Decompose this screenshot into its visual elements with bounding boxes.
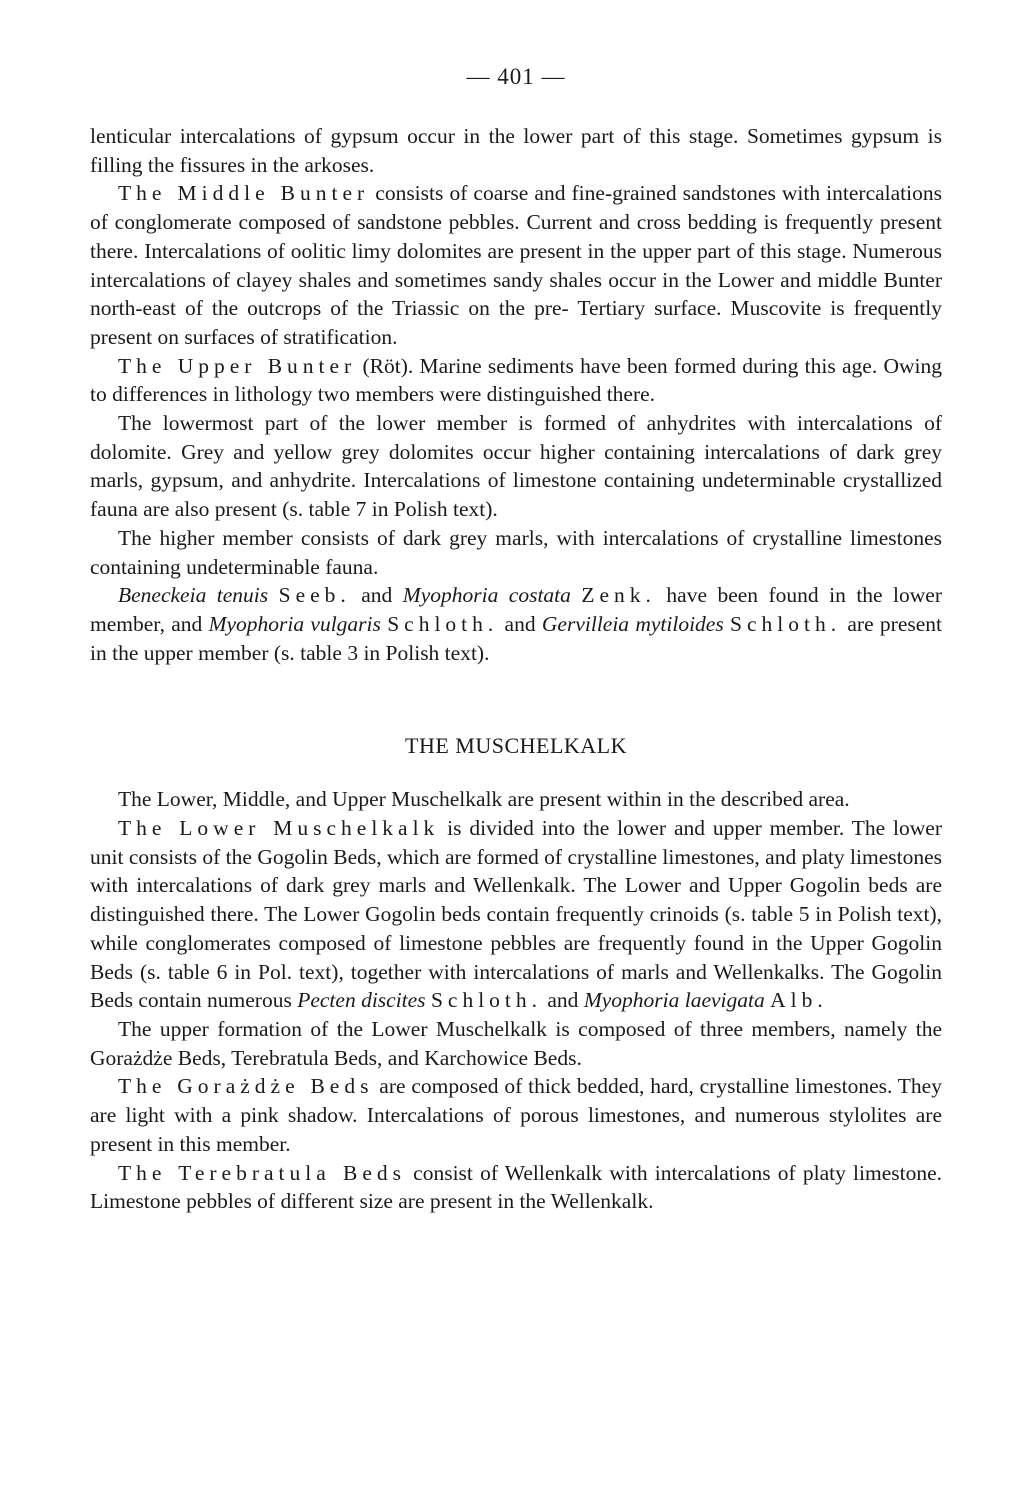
paragraph-terebratula (90, 1159, 942, 1216)
lower-muschelkalk-text: is divided into the lower and upper member. The lower unit consists of the Gogolin Beds, which are formed of crystalline limestones, and platy limestones with intercalations of dark grey marls and Wellenkalk. The Lower and Upper Gogolin beds are distinguished there. The Lower Gogolin beds contain frequently crinoids (s. table 5 in Polish text), while conglomerates composed of limestone pebbles are frequently found in the Upper Gogolin Beds (s. table 6 in Pol. text), together with intercalations of marls and Wellenkalks. The Gogolin Beds contain numerous (90, 816, 942, 1013)
paragraph-lower-member: The lowermost part of the lower member is formed of anhydrites with intercalations of dolomite. Grey and yellow grey dolomites occur higher containing intercalations of dark grey marls, gypsum, and anhydrite. Intercalations of limestone containing undeterminable crystallized fauna are also present (s. table 7 in Polish text). (90, 411, 942, 522)
paragraph-fossils (90, 581, 942, 667)
species-beneckeia: Beneckeia tenuis (118, 583, 269, 608)
paragraph-upper-bunter (90, 352, 942, 409)
upper-bunter-term: The Upper Bunter (118, 353, 357, 378)
section-heading-muschelkalk: THE MUSCHELKALK (405, 733, 627, 759)
paragraph-lower-muschelkalk (90, 814, 942, 1015)
author-zenk: Zenk. (581, 583, 656, 608)
document-page (90, 62, 942, 1216)
gorazdze-text: are composed of thick bedded, hard, crystalline limestones. They are light with a pink shadow. Intercalations of porous limestones, and numerous stylolites are present in this member. (90, 1074, 942, 1156)
author-seeb: Seeb. (278, 583, 351, 608)
species-myophoria-costata: Myophoria costata (402, 583, 571, 608)
species-pecten-discites: Pecten discites (297, 988, 426, 1013)
author-schloth-2: Schloth. (730, 611, 842, 636)
gorazdze-term: The Gorażdże Beds (118, 1074, 374, 1099)
page-number: — 401 — (466, 64, 566, 89)
species-gervilleia: Gervilleia mytiloides (541, 611, 724, 636)
fossils-text-1: and (350, 583, 403, 608)
paragraph-gorazdze (90, 1072, 942, 1158)
fossils-text-3: and (498, 611, 542, 636)
fossils-text-2: have been found in the lower member, and (90, 583, 943, 636)
terebratula-term: The Terebratula Beds (118, 1160, 406, 1185)
fossils-text-4: are present in the upper member (s. table 3 in Polish text). (90, 611, 942, 665)
middle-bunter-term: The Middle Bunter (118, 181, 370, 206)
author-schloth-3: Schloth. (430, 988, 543, 1013)
author-alb: Alb. (770, 988, 828, 1013)
author-schloth: Schloth. (387, 611, 499, 636)
terebratula-text: consist of Wellenkalk with intercalations of platy limestone. Limestone pebbles of different size are present in the Wellenkalk. (90, 1160, 942, 1214)
species-myophoria-vulgaris: Myophoria vulgaris (208, 611, 381, 636)
lower-muschelkalk-term: The Lower Muschelkalk (118, 816, 440, 841)
paragraph-gypsum: lenticular intercalations of gypsum occur in the lower part of this stage. Sometimes gypsum is filling the fissures in the arkoses. (90, 124, 942, 177)
paragraph-upper-formation: The upper formation of the Lower Muschelkalk is composed of three members, namely the Gorażdże Beds, Terebratula Beds, and Karchowice Beds. (90, 1016, 942, 1070)
species-myophoria-laevigata: Myophoria laevigata (583, 988, 765, 1013)
upper-bunter-text: (Röt). Marine sediments have been formed during this age. Owing to differences in lithology two members were distinguished there. (90, 353, 943, 407)
paragraph-higher-member: The higher member consists of dark grey marls, with intercalations of crystalline limestones containing undeterminable fauna. (90, 525, 942, 579)
middle-bunter-text: consists of coarse and fine-grained sandstones with intercalations of conglomerate composed of sandstone pebbles. Current and cross bedding is frequently present there. Intercalations of oolitic limy dolomites are present in the upper part of this stage. Numerous intercalations of clayey shales and sometimes sandy shales occur in the Lower and middle Bunter north-east of the outcrops of the Triassic on the pre- Tertiary surface. Muscovite is frequently present on surfaces of stratification. (90, 181, 942, 349)
paragraph-middle-bunter (90, 179, 942, 351)
paragraph-muschelkalk-intro: The Lower, Middle, and Upper Muschelkalk are present within in the described area. (118, 787, 850, 812)
lower-muschelkalk-text-2: and (542, 988, 584, 1013)
